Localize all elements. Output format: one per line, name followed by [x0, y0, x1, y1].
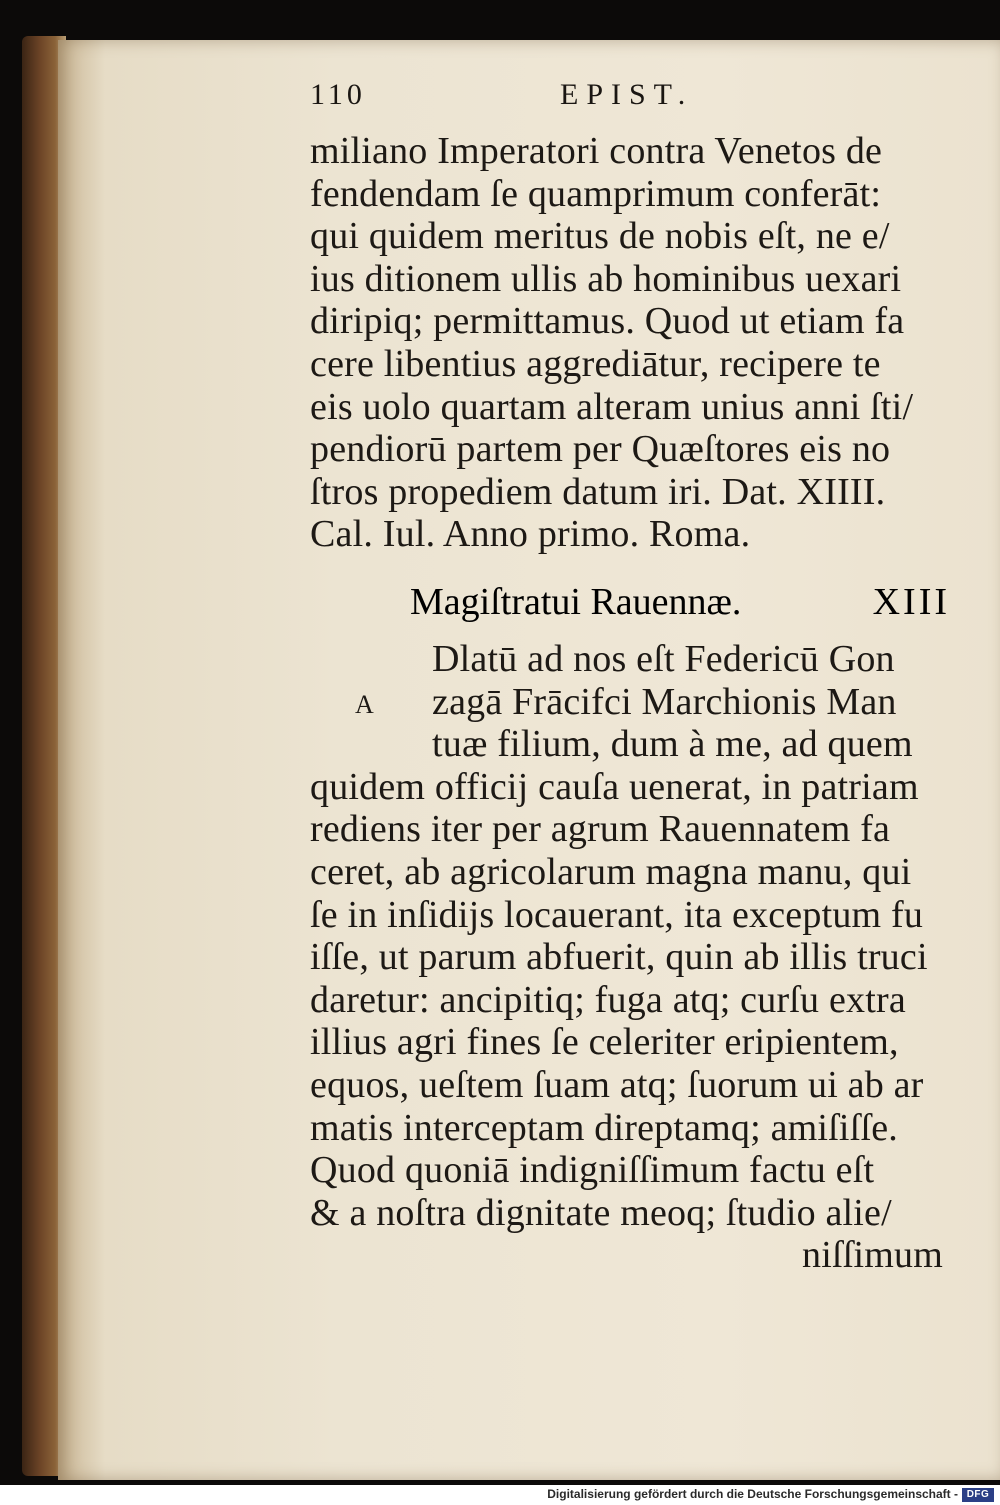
- digitization-footer: [0, 1485, 1000, 1505]
- text-line: zagā Frācifci Marchionis Man: [432, 680, 897, 723]
- text-line: daretur: ancipitiq; fuga atq; curſu extra: [310, 978, 906, 1021]
- running-head-title: EPIST.: [560, 78, 694, 111]
- dfg-logo: DFG: [962, 1488, 994, 1502]
- text-line: fendendam ſe quamprimum conferāt:: [310, 172, 882, 215]
- text-line: pendiorū partem per Quæſtores eis no: [310, 428, 891, 471]
- text-line: cere libentius aggrediātur, recipere te: [310, 342, 881, 385]
- text-line: ius ditionem ullis ab hominibus uexari: [310, 257, 902, 300]
- text-line: qui quidem meritus de nobis eſt, ne e/: [310, 215, 890, 258]
- page-number: 110: [310, 78, 366, 111]
- letter-body-text: [310, 638, 960, 1277]
- text-line: iſſe, ut parum abfuerit, quin ab illis truci: [310, 936, 928, 979]
- text-line: diripiq; permittamus. Quod ut etiam fa: [310, 300, 905, 343]
- text-line: ſtros propediem datum iri. Dat. XIIII.: [310, 470, 886, 513]
- funding-credit: Digitalisierung gefördert durch die Deutsche Forschungsgemeinschaft -: [547, 1487, 958, 1501]
- text-line: eis uolo quartam alteram unius anni ſti/: [310, 385, 914, 428]
- text-line: rediens iter per agrum Rauennatem fa: [310, 808, 891, 851]
- text-line: ſe in inſidijs locauerant, ita exceptum fu: [310, 893, 924, 936]
- text-line: quidem officij cauſa uenerat, in patriam: [310, 765, 919, 808]
- text-line: miliano Imperatori contra Venetos de: [310, 130, 883, 172]
- text-line: tuæ filium, dum à me, ad quem: [432, 723, 913, 766]
- text-line: ceret, ab agricolarum magna manu, qui: [310, 850, 912, 893]
- catchword: niſſimum: [802, 1234, 943, 1277]
- letter-number: XIII: [872, 581, 950, 623]
- running-head: [250, 72, 950, 116]
- text-line: illius agri fines ſe celeriter eripientem,: [310, 1021, 899, 1064]
- letter-continuation-text: [310, 130, 960, 556]
- marginal-letter: A: [355, 690, 374, 719]
- text-line: Cal. Iul. Anno primo. Roma.: [310, 513, 751, 556]
- text-line: matis interceptam direptamq; amiſiſſe.: [310, 1106, 898, 1149]
- letter-addressee: Magiſtratui Rauennæ.: [410, 581, 742, 623]
- letter-heading: [410, 580, 950, 626]
- text-line: & a noſtra dignitate meoq; ſtudio alie/: [310, 1191, 892, 1234]
- text-line: Dlatū ad nos eſt Federicū Gon: [432, 638, 895, 680]
- text-line: Quod quoniā indigniſſimum factu eſt: [310, 1149, 875, 1192]
- text-line: equos, ueſtem ſuam atq; ſuorum ui ab ar: [310, 1063, 924, 1106]
